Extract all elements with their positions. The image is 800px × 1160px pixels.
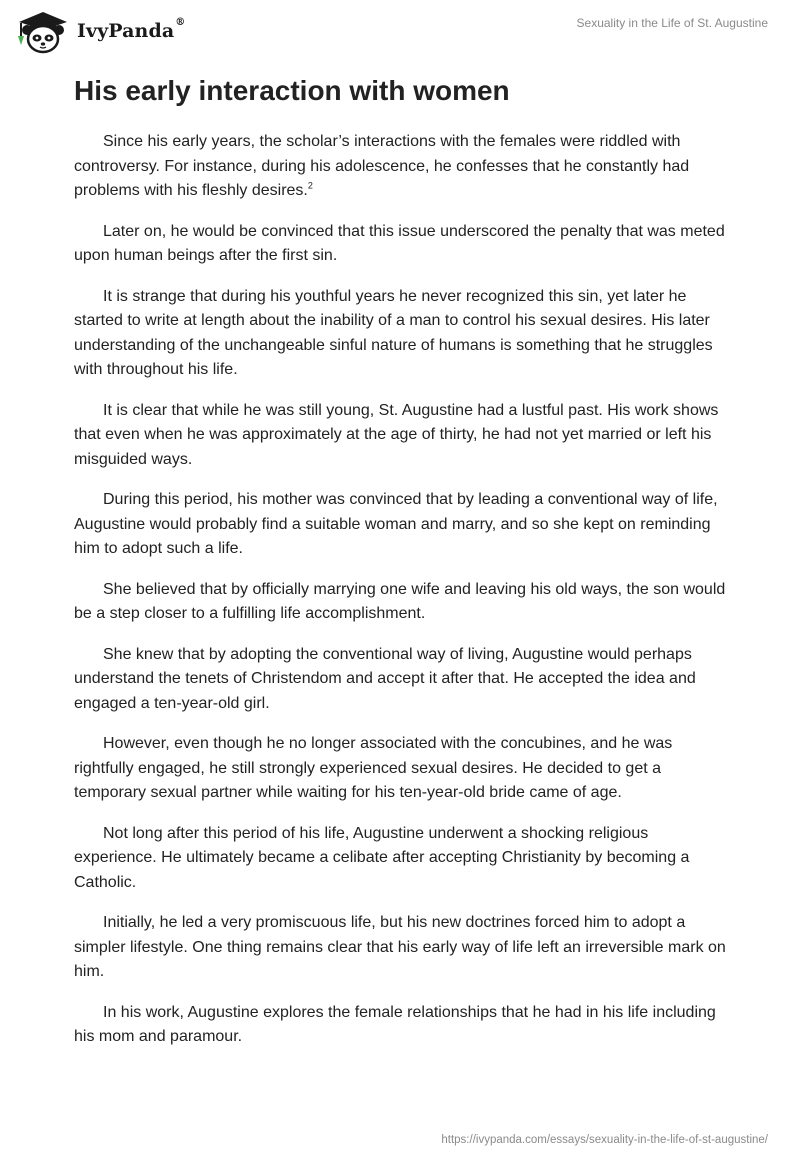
paragraph: It is clear that while he was still young, St. Augustine had a lustful past. His work shows that even when he was approximately at the age of thirty, he had not yet married or left his misguided ways. xyxy=(74,401,719,468)
section-heading: His early interaction with women xyxy=(74,75,510,106)
article-content xyxy=(74,74,734,1066)
paragraph: In his work, Augustine explores the female relationships that he had in his life including his mom and paramour. xyxy=(74,1003,716,1045)
page-header xyxy=(0,0,800,60)
paragraph: She knew that by adopting the conventional way of living, Augustine would perhaps understand the tenets of Christendom and accept it after that. He accepted the idea and engaged a ten-year-old girl. xyxy=(74,645,696,712)
paragraph: During this period, his mother was convinced that by leading a conventional way of life, Augustine would probably find a suitable woman and marry, and so she kept on reminding him to adopt such a life. xyxy=(74,491,718,557)
document-title: Sexuality in the Life of St. Augustine xyxy=(576,16,768,30)
source-url[interactable]: https://ivypanda.com/essays/sexuality-in-the-life-of-st-augustine/ xyxy=(441,1134,768,1146)
panda-graduate-icon xyxy=(13,8,73,54)
brand-name-text: IvyPanda xyxy=(77,20,175,42)
registered-mark: ® xyxy=(175,17,186,28)
paragraph-text: Since his early years, the scholar’s interactions with the females were riddled with controversy. For instance, during his adolescence, he confesses that he constantly had problems with his fleshly desires. xyxy=(74,133,690,199)
paragraph: Not long after this period of his life, Augustine underwent a shocking religious experience. He ultimately became a celibate after accepting Christianity by becoming a Catholic. xyxy=(74,824,690,891)
paragraph: However, even though he no longer associated with the concubines, and he was rightfully engaged, he still strongly experienced sexual desires. He decided to get a temporary sexual partner while waiting for his ten-year-old bride came of age. xyxy=(74,735,673,801)
paragraph: She believed that by officially marrying one wife and leaving his old ways, the son would be a step closer to a fulfilling life accomplishment. xyxy=(74,580,726,622)
paragraph: It is strange that during his youthful years he never recognized this sin, yet later he started to write at length about the inability of a man to control his sexual desires. His later understanding of the unchangeable sinful nature of humans is something that he struggles with throughout his life. xyxy=(74,287,713,378)
paragraph xyxy=(74,130,734,204)
brand-name xyxy=(77,17,186,42)
brand-logo[interactable] xyxy=(13,8,185,54)
paragraph: Initially, he led a very promiscuous life, but his new doctrines forced him to adopt a simpler lifestyle. One thing remains clear that his early way of life left an irreversible mark on him. xyxy=(74,914,726,980)
paragraph: Later on, he would be convinced that this issue underscored the penalty that was meted upon human beings after the first sin. xyxy=(74,222,725,264)
footnote-reference[interactable]: 2 xyxy=(307,180,313,191)
